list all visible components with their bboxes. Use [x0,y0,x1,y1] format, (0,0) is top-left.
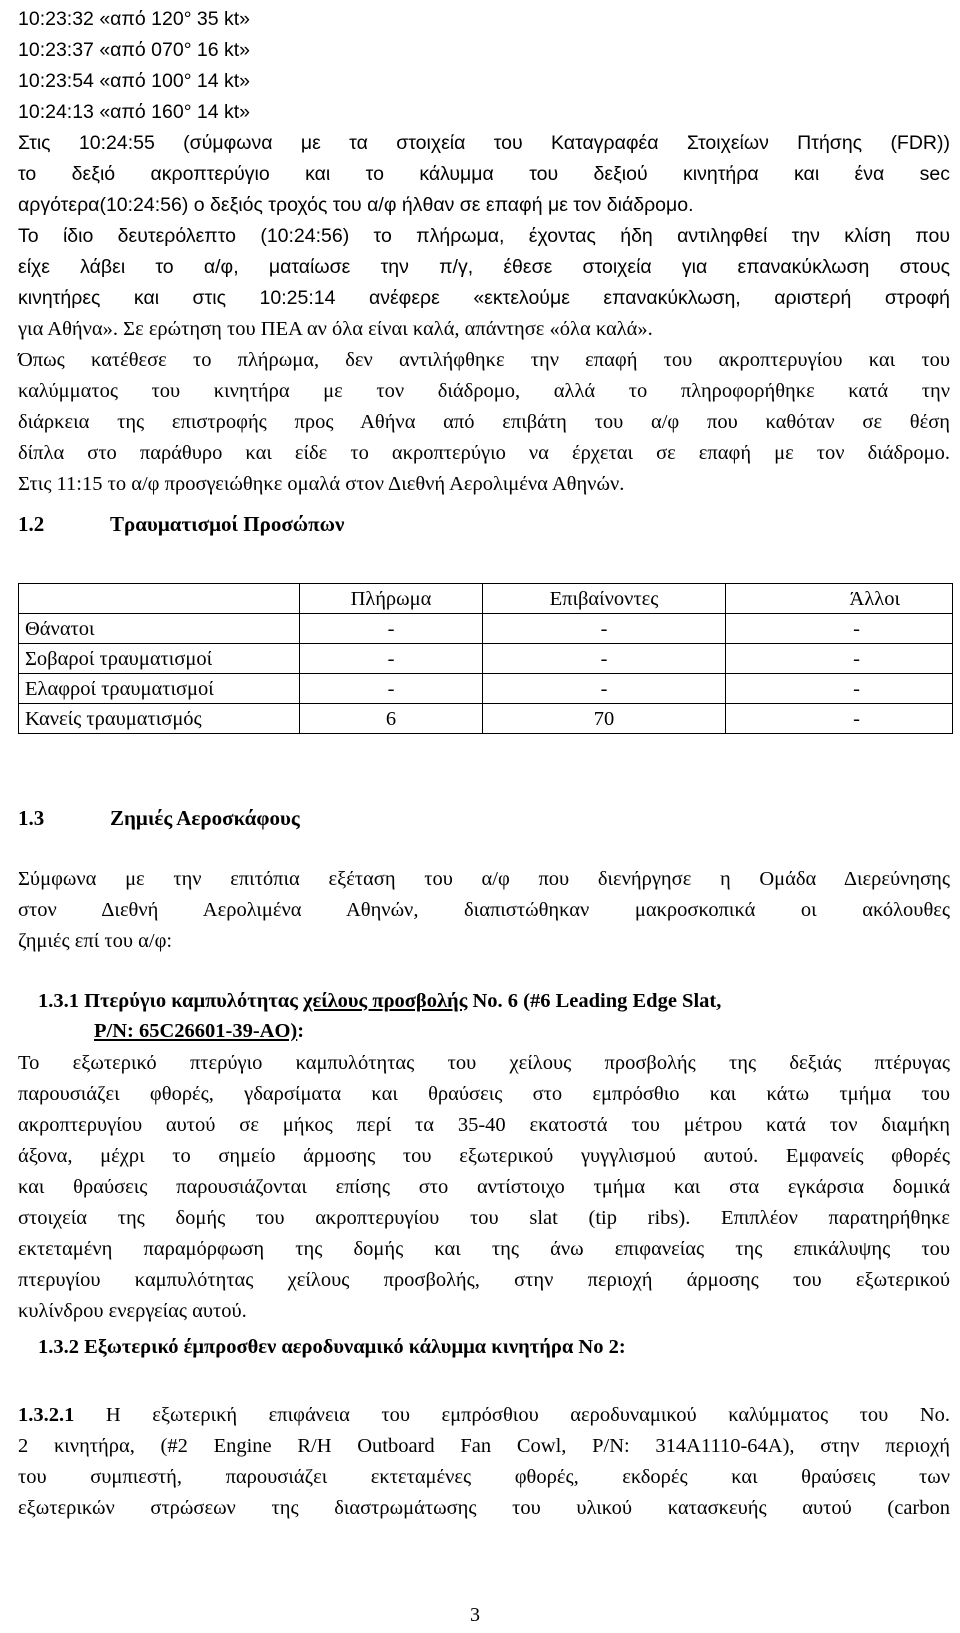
table-cell: - [300,674,483,704]
table-row [19,614,953,644]
table-row [19,704,953,734]
table-cell: Ελαφροί τραυματισμοί [19,674,300,704]
text-line: του συμπιεστή, παρουσιάζει εκτεταμένες φθορές, εκδορές και θραύσεις των [18,1466,950,1488]
section-number: 1.3.1 [38,990,79,1012]
section-number: 1.3.2 [38,1336,79,1358]
table-cell: - [726,644,953,674]
section-number: 1.3.2.1 [18,1404,75,1426]
section-number: 1.3 [18,806,45,830]
section-heading-1-2 [18,512,344,537]
table-row [19,644,953,674]
wind-report-line: 10:24:13 «από 160° 14 kt» [18,101,251,123]
text-line: κινητήρες και στις 10:25:14 ανέφερε «εκτελούμε επανακύκλωση, αριστερή στροφή [18,287,950,309]
section-title: Εξωτερικό έμπροσθεν αεροδυναμικό κάλυμμα κινητήρα Νο 2: [84,1336,626,1358]
text-line: Το ίδιο δευτερόλεπτο (10:24:56) το πλήρωμα, έχοντας ήδη αντιληφθεί την κλίση που [18,225,950,247]
table-cell: - [726,704,953,734]
section-title-part: P/N: 65C26601-39-AO) [94,1020,298,1042]
table-cell: 70 [483,704,726,734]
table-cell: - [300,614,483,644]
narrative-paragraph [18,128,950,500]
section-title: Τραυματισμοί Προσώπων [110,512,345,536]
table-cell: - [300,644,483,674]
text-line: και θραύσεις παρουσιάζονται επίσης στο αντίστοιχο τμήμα και στα εγκάρσια δομικά [18,1176,950,1198]
text-line: Στις 10:24:55 (σύμφωνα με τα στοιχεία του Καταγραφέα Στοιχείων Πτήσης (FDR)) [18,132,950,154]
text-line [18,1400,950,1431]
table-header-cell: Επιβαίνοντες [483,584,726,614]
text-line: διάρκεια της επιστροφής προς Αθήνα από επιβάτη του α/φ που καθόταν σε θέση [18,411,950,433]
table-header-cell: Άλλοι [726,584,953,614]
text-line: ακροπτερυγίου αυτού σε μήκος περί τα 35-40 εκατοστά του μέτρου κατά τον διαμήκη [18,1114,950,1136]
text-line: αργότερα(10:24:56) ο δεξιός τροχός του α/φ ήλθαν σε επαφή με τον διάδρομο. [18,194,694,216]
table-header-cell: Πλήρωμα [300,584,483,614]
text-line: πτερυγίου καμπυλότητας χείλους προσβολής, στην περιοχή άρμοσης του εξωτερικού [18,1269,950,1291]
table-cell: 6 [300,704,483,734]
section-heading-1-3 [18,806,300,831]
text-line: στοιχεία της δομής του ακροπτερυγίου του slat (tip ribs). Επιπλέον παρατηρήθηκε [18,1207,950,1229]
text-line: είχε λάβει το α/φ, ματαίωσε την π/γ, έθεσε στοιχεία για επανακύκλωση στους [18,256,950,278]
text-line-content: Η εξωτερική επιφάνεια του εμπρόσθιου αεροδυναμικού καλύμματος του No. [105,1404,950,1426]
section-title-part: Πτερύγιο καμπυλότητας [84,990,298,1012]
text-line: κυλίνδρου ενεργείας αυτού. [18,1300,247,1322]
text-line: δίπλα στο παράθυρο και είδε το ακροπτερύγιο να έρχεται σε επαφή με τον διάδρομο. [18,442,950,464]
table-cell: - [483,674,726,704]
text-line: καλύμματος του κινητήρα με τον διάδρομο, αλλά το πληροφορήθηκε κατά την [18,380,950,402]
damage-intro-paragraph [18,864,950,957]
text-line: Στις 11:15 το α/φ προσγειώθηκε ομαλά στον Διεθνή Αερολιμένα Αθηνών. [18,473,625,495]
section-heading-1-3-1-cont [94,1020,304,1043]
table-cell: - [483,614,726,644]
text-line: εκτεταμένη παραμόρφωση της δομής και της άνω επιφανείας της επικάλυψης του [18,1238,950,1260]
section-heading-1-3-2 [38,1336,626,1359]
text-line: παρουσιάζει φθορές, γδαρσίματα και θραύσεις στο εμπρόσθιο και κάτω τμήμα του [18,1083,950,1105]
section-title-part: χείλους προσβολής [303,990,468,1012]
section-title: Ζημιές Αεροσκάφους [110,806,300,830]
text-line: Σύμφωνα με την επιτόπια εξέταση του α/φ που διενήργησε η Ομάδα Διερεύνησης [18,868,950,890]
table-cell: Θάνατοι [19,614,300,644]
text-line: εξωτερικών στρώσεων της διαστρωμάτωσης του υλικού κατασκευής αυτού (carbon [18,1497,950,1519]
table-header-cell [19,584,300,614]
wind-report-line: 10:23:32 «από 120° 35 kt» [18,8,251,30]
text-line: άξονα, μέχρι το σημείο άρμοσης του εξωτερικού γυγγλισμού αυτού. Εμφανείς φθορές [18,1145,950,1167]
slat-damage-paragraph [18,1048,950,1327]
wind-report-line: 10:23:37 «από 070° 16 kt» [18,39,251,61]
table-row [19,674,953,704]
text-line: 2 κινητήρα, (#2 Engine R/H Outboard Fan Cowl, P/N: 314A1110-64A), στην περιοχή [18,1435,950,1457]
table-cell: Κανείς τραυματισμός [19,704,300,734]
table-cell: - [726,674,953,704]
wind-report-line: 10:23:54 «από 100° 14 kt» [18,70,251,92]
wind-report-lines [18,4,948,128]
text-line: Το εξωτερικό πτερύγιο καμπυλότητας του χείλους προσβολής της δεξιάς πτέρυγας [18,1052,950,1074]
section-title-part: No. 6 (#6 Leading Edge Slat, [472,990,722,1012]
section-heading-1-3-1 [38,990,950,1013]
text-line: για Αθήνα». Σε ερώτηση του ΠΕΑ αν όλα είναι καλά, απάντησε «όλα καλά». [18,318,653,340]
text-line: Όπως κατέθεσε το πλήρωμα, δεν αντιλήφθηκε την επαφή του ακροπτερυγίου και του [18,349,950,371]
page-number: 3 [470,1604,480,1626]
table-header-row [19,584,953,614]
fan-cowl-paragraph [18,1400,950,1524]
table-cell: - [483,644,726,674]
text-line: στον Διεθνή Αερολιμένα Αθηνών, διαπιστώθηκαν μακροσκοπικά οι ακόλουθες [18,899,950,921]
table-cell: Σοβαροί τραυματισμοί [19,644,300,674]
section-title-part: : [297,1020,305,1042]
text-line: το δεξιό ακροπτερύγιο και το κάλυμμα του δεξιού κινητήρα και ένα sec [18,163,950,185]
text-line: ζημιές επί του α/φ: [18,930,173,952]
section-number: 1.2 [18,512,45,536]
injuries-table [18,583,953,734]
table-cell: - [726,614,953,644]
